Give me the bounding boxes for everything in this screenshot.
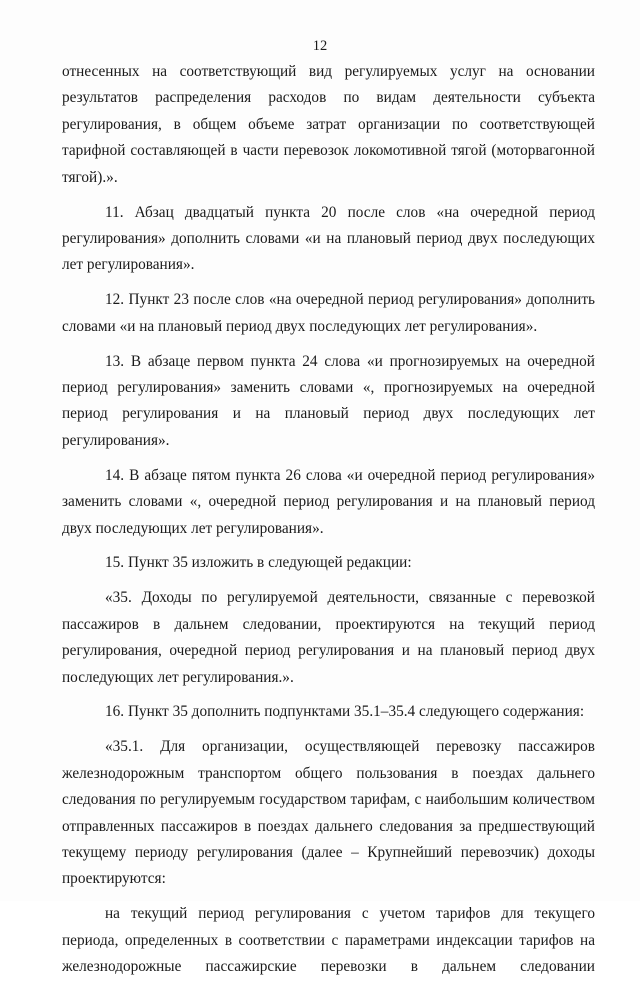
paragraph-item-11: 11. Абзац двадцатый пункта 20 после слов «на очередной период регулирования» дополнить словами «и на плановый период двух последующих лет регулирования». xyxy=(62,203,595,274)
document-body xyxy=(62,59,595,981)
paragraph-continuation: отнесенных на соответствующий вид регулируемых услуг на основании результатов распределения расходов по видам деятельности субъекта регулирования, в общем объеме затрат организации по соответствующей тарифной составляющей в части перевозок локомотивной тягой (моторвагонной тягой).». xyxy=(62,63,595,186)
paragraph-item-16: 16. Пункт 35 дополнить подпунктами 35.1–35.4 следующего содержания: xyxy=(105,703,585,721)
paragraph-item-14: 14. В абзаце пятом пункта 26 слова «и очередной период регулирования» заменить словами «, очередной период регулирования и на плановый период двух последующих лет регулирования». xyxy=(62,466,595,537)
paragraph-item-12: 12. Пункт 23 после слов «на очередной период регулирования» дополнить словами «и на плановый период двух последующих лет регулирования». xyxy=(62,291,595,335)
page-number: 12 xyxy=(312,38,328,54)
paragraph-item-13: 13. В абзаце первом пункта 24 слова «и прогнозируемых на очередной период регулирования» заменить словами «, прогнозируемых на очередной период регулирования и на плановый период двух последующих лет регулирования». xyxy=(62,352,595,449)
paragraph-item-15: 15. Пункт 35 изложить в следующей редакции: xyxy=(105,554,412,572)
paragraph-current-period: на текущий период регулирования с учетом тарифов для текущего периода, определенных в соответствии с параметрами индексации тарифов на железнодорожные пассажирские перевозки в дальнем следовании xyxy=(62,905,595,976)
paragraph-item-35: «35. Доходы по регулируемой деятельности, связанные с перевозкой пассажиров в дальнем следовании, проектируются на текущий период регулирования, очередной период регулирования и на плановый период двух последующих лет регулирования.». xyxy=(62,589,595,686)
paragraph-item-35-1: «35.1. Для организации, осуществляющей перевозку пассажиров железнодорожным транспортом общего пользования в поездах дальнего следования по регулируемым государством тарифам, с наибольшим количеством отправленных пассажиров в поездах дальнего следования за предшествующий текущему периоду регулирования (далее – Крупнейший перевозчик) доходы проектируются: xyxy=(62,738,595,888)
